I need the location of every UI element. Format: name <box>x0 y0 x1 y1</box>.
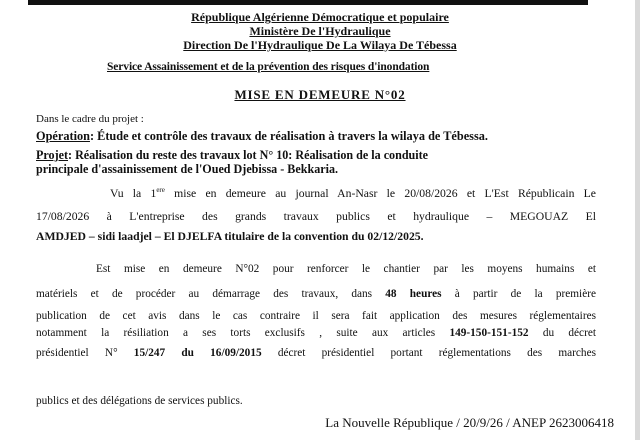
context-line: Dans le cadre du projet : <box>36 113 144 125</box>
deadline-hours: 48 heures <box>385 288 442 300</box>
right-edge-shadow <box>635 0 640 440</box>
para2-line-6: publics et des délégations de services publics. <box>36 395 243 407</box>
header-republic: République Algérienne Démocratique et populaire <box>191 10 449 24</box>
para2-line-5 <box>36 347 596 359</box>
operation-line <box>36 127 488 145</box>
para1-line-1 <box>36 187 596 200</box>
projet-text-1: : Réalisation du reste des travaux lot N° 10: Réalisation de la conduite <box>68 148 429 162</box>
para2-l2c: à partir de la première <box>441 288 596 300</box>
header-service: Service Assainissement et de la prévention des risques d'inondation <box>107 61 430 73</box>
para2-line-4 <box>36 327 596 339</box>
para2-line-1: Est mise en demeure N°02 pour renforcer le chantier par les moyens humains et <box>96 263 596 275</box>
top-border <box>28 0 588 5</box>
para1-line-3: AMDJED – sidi laadjel – El DJELFA titulaire de la convention du 02/12/2025. <box>36 230 424 243</box>
para2-line-3: publication de cet avis dans le cas contraire il sera fait application des mesures réglementaires <box>36 310 596 322</box>
operation-label: Opération <box>36 129 90 143</box>
notice-title: MISE EN DEMEURE N°02 <box>234 87 406 102</box>
projet-line-2: principale d'assainissement de l'Oued Djebissa - Bekkaria. <box>36 162 339 176</box>
para1-a: Vu la 1 <box>109 187 157 200</box>
header-direction: Direction De l'Hydraulique De La Wilaya De Tébessa <box>183 38 457 52</box>
para2-l5c: décret présidentiel portant réglementations des marches <box>261 347 596 359</box>
para1-b: mise en demeure au journal An-Nasr le 20/08/2026 et L'Est Républicain Le <box>164 187 596 200</box>
para1-line-2: 17/08/2026 à L'entreprise des grands travaux publics et hydraulique – MEGOUAZ El <box>36 210 596 223</box>
publication-footer: La Nouvelle République / 20/9/26 / ANEP 2623006418 <box>325 415 614 430</box>
header-ministry: Ministère De l'Hydraulique <box>249 24 391 38</box>
para2-line-2 <box>36 288 596 300</box>
article-numbers: 149-150-151-152 <box>449 327 529 339</box>
operation-text: : Étude et contrôle des travaux de réalisation à travers la wilaya de Tébessa. <box>89 129 488 143</box>
para1-sup: ere <box>156 186 165 195</box>
para2-l2a: matériels et de procéder au démarrage des travaux, dans <box>36 288 386 300</box>
decree-reference: 15/247 du 16/09/2015 <box>133 347 262 359</box>
para2-l4c: du décret <box>528 327 596 339</box>
projet-label: Projet <box>36 148 69 162</box>
para2-l5a: présidentiel N° <box>36 347 134 359</box>
para2-l4a: notamment la résiliation a ses torts exclusifs , suite aux articles <box>36 327 450 339</box>
